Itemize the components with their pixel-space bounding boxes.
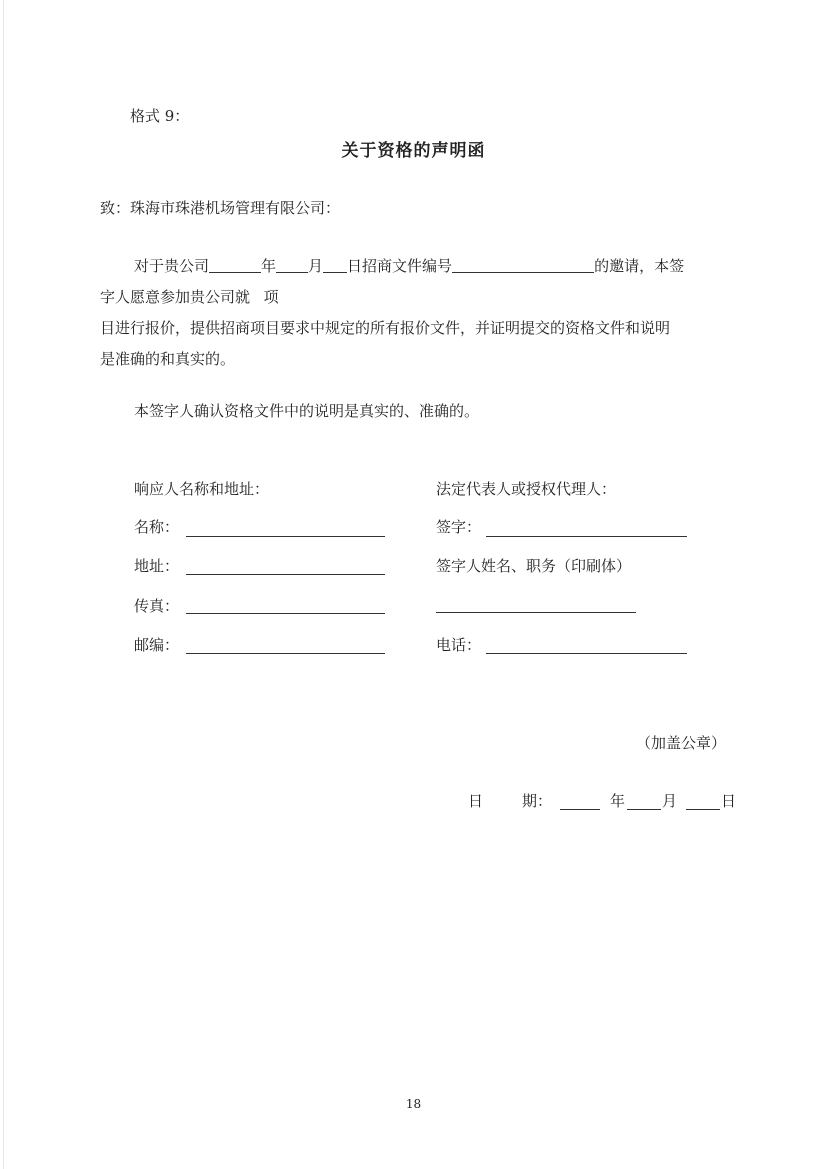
representative-heading: 法定代表人或授权代理人： bbox=[436, 480, 617, 498]
text-segment: 字人愿意参加贵公司就 bbox=[100, 288, 251, 306]
paragraph-line-3: 目进行报价，提供招商项目要求中规定的所有报价文件，并证明提交的资格文件和说明 bbox=[100, 319, 671, 337]
signature-label: 签字： bbox=[436, 518, 482, 536]
blank-year[interactable] bbox=[209, 257, 261, 273]
date-label-qi: 期： bbox=[522, 792, 553, 810]
page-number: 18 bbox=[405, 1097, 422, 1111]
format-label: 格式 9： bbox=[130, 107, 190, 125]
postcode-line[interactable] bbox=[186, 653, 385, 654]
page-edge bbox=[3, 0, 4, 1169]
phone-label: 电话： bbox=[436, 636, 482, 654]
blank-day[interactable] bbox=[323, 257, 347, 273]
text-segment: 年 bbox=[261, 257, 277, 275]
text-segment: 日招商文件编号 bbox=[347, 257, 453, 275]
date-day-blank[interactable] bbox=[686, 809, 720, 810]
text-segment: 的邀请，本签 bbox=[594, 257, 685, 275]
printed-name-label: 签字人姓名、职务（印刷体） bbox=[436, 557, 632, 575]
address-label: 地址： bbox=[134, 557, 180, 575]
date-label-ri: 日 bbox=[468, 792, 484, 810]
text-segment: 项 bbox=[263, 288, 279, 306]
signature-line[interactable] bbox=[486, 536, 687, 537]
text-segment: 月 bbox=[308, 257, 324, 275]
paragraph-line-2 bbox=[100, 282, 736, 313]
fax-label: 传真： bbox=[134, 597, 180, 615]
seal-note: （加盖公章） bbox=[636, 734, 727, 752]
date-year-blank[interactable] bbox=[560, 809, 600, 810]
name-line[interactable] bbox=[186, 536, 385, 537]
date-month: 月 bbox=[662, 792, 678, 810]
confirmation-paragraph: 本签字人确认资格文件中的说明是真实的、准确的。 bbox=[134, 402, 480, 420]
respondent-heading: 响应人名称和地址： bbox=[134, 480, 270, 498]
phone-line[interactable] bbox=[486, 653, 687, 654]
date-day: 日 bbox=[721, 792, 737, 810]
text-segment: 对于贵公司 bbox=[134, 257, 210, 275]
address-line[interactable] bbox=[186, 574, 385, 575]
paragraph-line-4: 是准确的和真实的。 bbox=[100, 350, 236, 368]
document-title: 关于资格的声明函 bbox=[341, 141, 486, 161]
date-month-blank[interactable] bbox=[627, 809, 661, 810]
postcode-label: 邮编： bbox=[134, 636, 180, 654]
blank-document-number[interactable] bbox=[452, 257, 594, 273]
date-year: 年 bbox=[610, 792, 626, 810]
invitation-paragraph bbox=[100, 251, 736, 375]
addressee: 致：珠海市珠港机场管理有限公司： bbox=[100, 199, 341, 217]
printed-name-line[interactable] bbox=[436, 612, 636, 613]
paragraph-line-1 bbox=[100, 251, 736, 282]
name-label: 名称： bbox=[134, 518, 180, 536]
blank-month[interactable] bbox=[276, 257, 308, 273]
fax-line[interactable] bbox=[186, 613, 385, 614]
